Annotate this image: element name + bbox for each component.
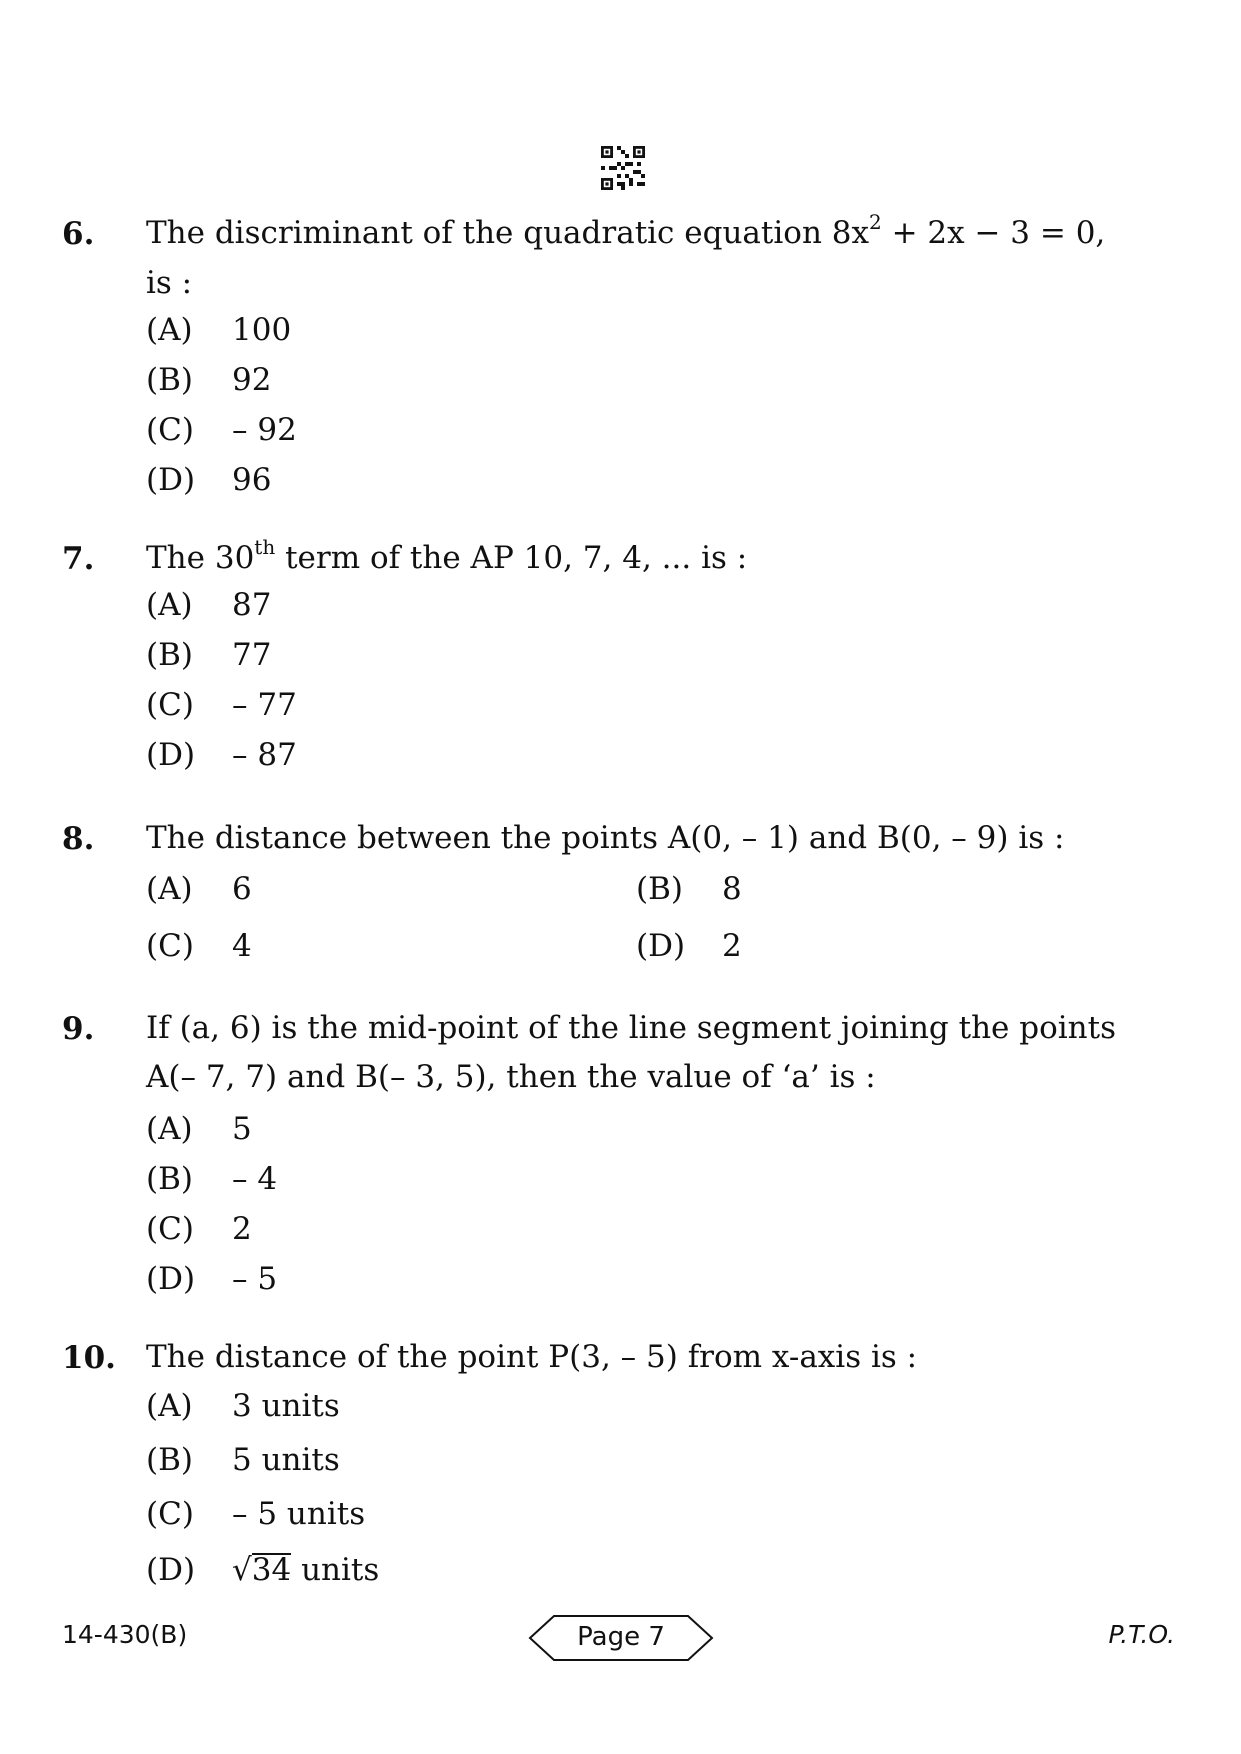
option-c[interactable] (146, 1211, 252, 1247)
question-text (146, 533, 747, 586)
question-text: The distance between the points A(0, – 1) and B(0, – 9) is : (146, 820, 1065, 856)
option-d[interactable] (146, 1261, 277, 1297)
option-value: 5 units (232, 1442, 340, 1478)
option-label: (C) (146, 928, 194, 964)
option-label: (D) (146, 462, 196, 498)
option-value: 3 units (232, 1388, 340, 1424)
question-text-part: term of the AP 10, 7, 4, ... is : (275, 540, 748, 576)
superscript: 2 (868, 210, 882, 234)
option-d[interactable] (146, 462, 271, 498)
option-value: 4 (232, 928, 252, 964)
question-text-line2: is : (146, 265, 193, 301)
question-text-part: The discriminant of the quadratic equation 8x (146, 215, 869, 251)
radicand: 34 (251, 1552, 292, 1588)
option-label: (C) (146, 687, 194, 723)
option-label: (C) (146, 1496, 194, 1532)
option-label: (B) (146, 637, 193, 673)
option-value: 2 (722, 928, 742, 964)
option-value: 5 (232, 1111, 252, 1147)
option-label: (D) (636, 928, 686, 964)
question-number: 7. (62, 541, 95, 577)
option-value: – 87 (232, 737, 297, 773)
option-value: – 5 (232, 1261, 278, 1297)
option-d[interactable] (636, 928, 742, 964)
option-c[interactable] (146, 1496, 365, 1532)
option-c[interactable] (146, 687, 297, 723)
option-a[interactable] (146, 871, 252, 907)
option-value: – 92 (232, 412, 297, 448)
option-d[interactable] (146, 1552, 379, 1588)
option-a[interactable] (146, 1111, 252, 1147)
superscript: th (254, 535, 276, 559)
question-text (146, 208, 1105, 261)
question-text: The distance of the point P(3, – 5) from x-axis is : (146, 1339, 918, 1375)
option-a[interactable] (146, 312, 291, 348)
question-text-line1: If (a, 6) is the mid-point of the line segment joining the points (146, 1010, 1116, 1046)
question-text-part: The 30 (146, 540, 255, 576)
question-text-part: + 2x − 3 = 0, (881, 215, 1106, 251)
option-c[interactable] (146, 928, 252, 964)
option-label: (D) (146, 1552, 196, 1588)
option-label: (C) (146, 412, 194, 448)
question-number: 8. (62, 821, 95, 857)
question-number: 6. (62, 216, 95, 252)
option-value: 6 (232, 871, 252, 907)
option-value: – 77 (232, 687, 297, 723)
option-b[interactable] (146, 1161, 277, 1197)
page-number: Page 7 (577, 1622, 665, 1652)
option-label: (A) (146, 587, 193, 623)
option-b[interactable] (146, 362, 271, 398)
please-turn-over: P.T.O. (1108, 1620, 1175, 1649)
option-label: (D) (146, 1261, 196, 1297)
option-value: – 4 (232, 1161, 278, 1197)
option-value: 8 (722, 871, 742, 907)
option-b[interactable] (146, 1442, 340, 1478)
option-label: (B) (146, 1161, 193, 1197)
qr-code-icon (601, 146, 645, 190)
option-b[interactable] (636, 871, 742, 907)
option-value: 2 (232, 1211, 252, 1247)
option-label: (B) (636, 871, 683, 907)
question-number: 9. (62, 1011, 95, 1047)
option-value: 100 (232, 312, 292, 348)
option-label: (A) (146, 1388, 193, 1424)
paper-code: 14-430(B) (62, 1620, 188, 1649)
option-value: 87 (232, 587, 272, 623)
option-c[interactable] (146, 412, 297, 448)
option-label: (A) (146, 312, 193, 348)
option-value: 96 (232, 462, 272, 498)
option-label: (A) (146, 1111, 193, 1147)
option-value: 92 (232, 362, 272, 398)
page-number-tag (528, 1612, 714, 1664)
square-root-icon: √ (232, 1552, 252, 1588)
option-label: (A) (146, 871, 193, 907)
option-d[interactable] (146, 737, 297, 773)
option-label: (B) (146, 1442, 193, 1478)
option-label: (B) (146, 362, 193, 398)
question-text-line2: A(– 7, 7) and B(– 3, 5), then the value of ‘a’ is : (146, 1059, 876, 1095)
square-root-expression (232, 1552, 291, 1588)
option-label: (C) (146, 1211, 194, 1247)
option-a[interactable] (146, 1388, 340, 1424)
question-number: 10. (62, 1340, 116, 1376)
option-value: – 5 units (232, 1496, 366, 1532)
option-value: units (291, 1552, 380, 1588)
option-b[interactable] (146, 637, 271, 673)
option-a[interactable] (146, 587, 271, 623)
option-label: (D) (146, 737, 196, 773)
option-value: 77 (232, 637, 272, 673)
